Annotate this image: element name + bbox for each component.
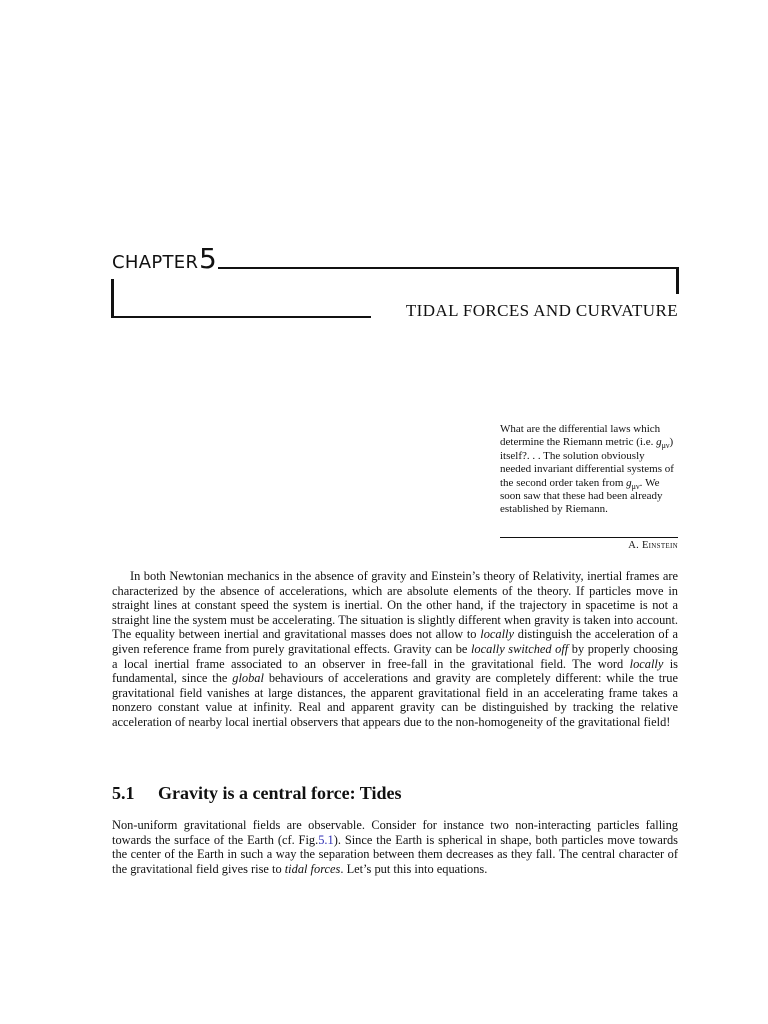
epigraph-text-2: ) itself?. . . The solution obviously needed invariant differential systems of the second order taken from bbox=[500, 436, 674, 489]
emphasis: locally switched off bbox=[470, 641, 569, 656]
epigraph-text-1: What are the differential laws which determine the Riemann metric (i.e. bbox=[500, 423, 661, 449]
intro-text: In both Newtonian mechanics in the absence of gravity and Einstein’s theory of Relativity, inertial frames are characterized by the absence of accelerations, which are absolute elements of the theory. If particles move in straight lines at constant speed the system is inertial. On the other hand, if the trajectory in spacetime is not a straight line the system must be accelerating. The situation is slightly different when gravity is taken into account. The equality between inertial and gravitational masses does not allow to bbox=[112, 569, 678, 642]
epigraph-rule bbox=[500, 537, 678, 538]
intro-text: by properly choosing a local inertial frame associated to an observer in free-fall in the gravitational field. The word bbox=[112, 641, 679, 671]
emphasis: tidal forces bbox=[284, 861, 341, 876]
section-text: . Let’s put this into equations. bbox=[340, 861, 488, 876]
section-text: ). Since the Earth is spherical in shape, both particles move towards the center of the Earth in such a way the separation between them decreases as they fall. The central character of the gravitational field gives rise to bbox=[112, 832, 678, 876]
section-paragraph bbox=[112, 818, 678, 876]
epigraph-quote bbox=[500, 423, 678, 517]
chapter-number: 5 bbox=[199, 242, 217, 275]
intro-text: is fundamental, since the bbox=[112, 656, 678, 686]
intro-text: behaviours of accelerations and gravity are completely different: while the true gravitational field vanishes at large distances, the apparent gravitational field in an accelerating frame takes a nonzero constant value at infinity. Real and apparent gravity can be distinguished by tracking the relative acceleration of nearby local inertial observers that appears due to the non-homogeneity of the gravitational field! bbox=[112, 671, 678, 729]
intro-paragraph bbox=[112, 569, 678, 730]
chapter-label: CHAPTER bbox=[112, 252, 199, 273]
metric-indices: μν bbox=[631, 481, 640, 491]
chapter-rule-bottom bbox=[111, 316, 371, 318]
epigraph-text-3: . We soon saw that these had been already established by Riemann. bbox=[500, 476, 663, 516]
metric-symbol: g bbox=[626, 476, 632, 489]
section-text: Non-uniform gravitational fields are observable. Consider for instance two non-interacting particles falling towards the surface of the Earth (cf. Fig. bbox=[112, 818, 678, 847]
figure-reference-link[interactable]: 5.1 bbox=[318, 832, 334, 847]
chapter-rule-left-tick bbox=[111, 279, 114, 318]
intro-text: distinguish the acceleration of a given reference frame from purely gravitational effects. Gravity can be bbox=[112, 627, 678, 656]
emphasis: global bbox=[232, 671, 264, 686]
section-heading bbox=[112, 783, 678, 804]
epigraph-author: A. Einstein bbox=[628, 540, 678, 551]
chapter-rule-top bbox=[218, 267, 678, 269]
section-title: Gravity is a central force: Tides bbox=[158, 783, 402, 803]
metric-symbol: g bbox=[656, 436, 662, 449]
section-number: 5.1 bbox=[112, 783, 135, 803]
chapter-title: TIDAL FORCES AND CURVATURE bbox=[405, 301, 678, 320]
emphasis: locally bbox=[629, 656, 664, 671]
chapter-rule-right-tick bbox=[676, 267, 679, 294]
metric-indices: μν bbox=[661, 441, 670, 451]
emphasis: locally bbox=[480, 627, 514, 642]
